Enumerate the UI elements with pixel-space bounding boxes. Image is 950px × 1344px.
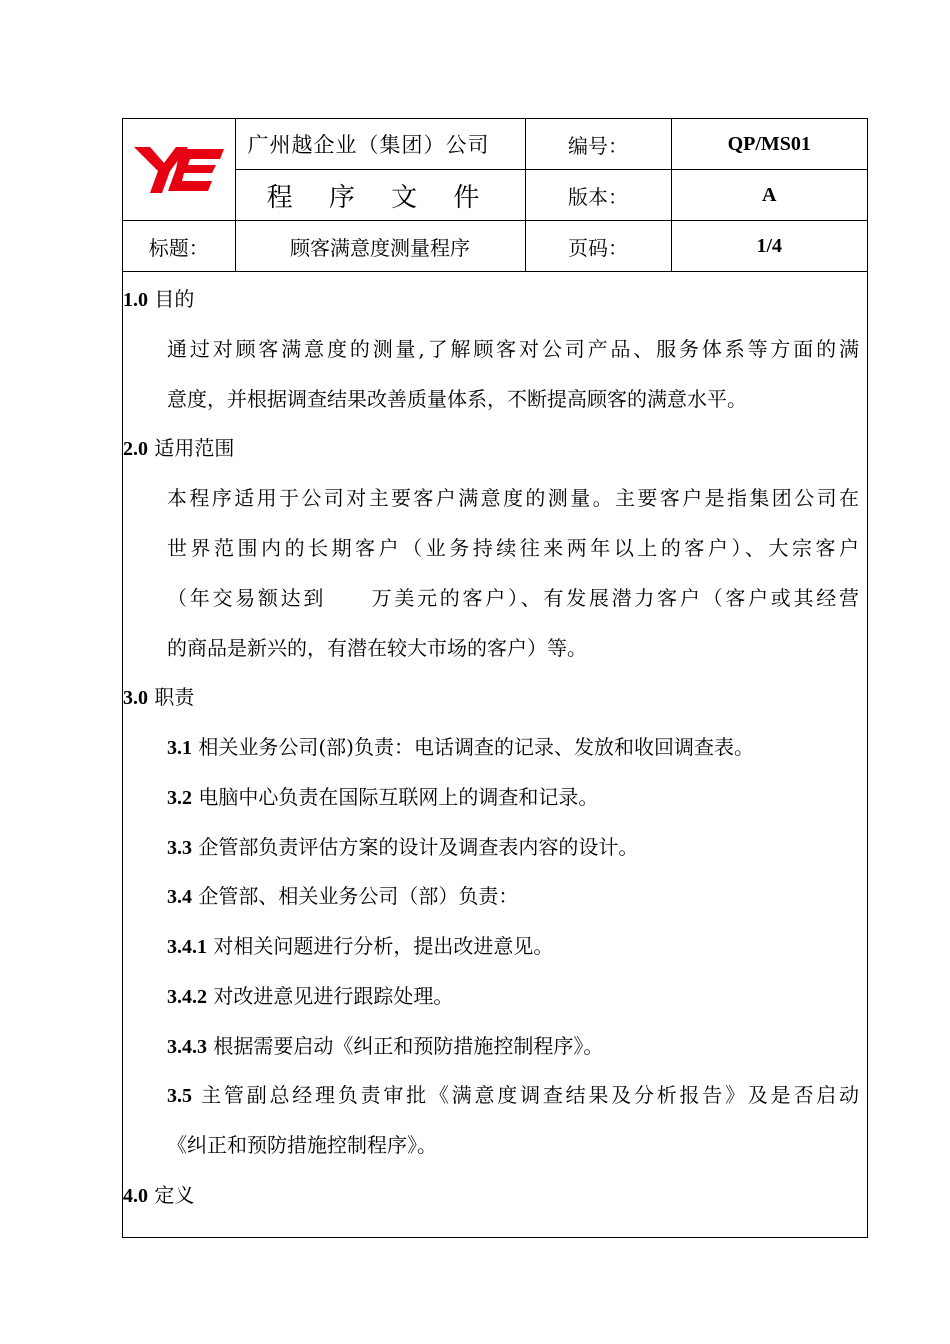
section-number: 2.0	[123, 438, 148, 460]
item-number: 3.1	[167, 737, 192, 759]
item-text: 电脑中心负责在国际互联网上的调查和记录。	[198, 785, 599, 809]
document-frame	[122, 118, 868, 1238]
item-text: 企管部、相关业务公司（部）负责：	[198, 884, 519, 908]
list-item	[167, 884, 518, 909]
list-item	[167, 934, 553, 959]
document-type: 程 序 文 件	[235, 170, 525, 221]
item-text: 企管部负责评估方案的设计及调查表内容的设计。	[198, 835, 639, 859]
list-item	[167, 1034, 603, 1059]
section-heading	[123, 1183, 194, 1208]
ye-logo-icon	[132, 141, 226, 199]
section-number: 1.0	[123, 289, 148, 311]
document-header-table	[123, 119, 867, 272]
paragraph-line: 通过对顾客满意度的测量,了解顾客对公司产品、服务体系等方面的满	[167, 337, 859, 361]
paragraph-line: 《纠正和预防措施控制程序》。	[167, 1133, 437, 1157]
page-value: 1/4	[671, 221, 867, 272]
section-heading	[123, 685, 194, 710]
item-number: 3.4	[167, 886, 192, 908]
item-text: 主管副总经理负责审批《满意度调查结果及分析报告》及是否启动	[201, 1083, 860, 1107]
title-label: 标题：	[123, 221, 235, 272]
item-number: 3.4.2	[167, 986, 207, 1008]
paragraph-line: 的商品是新兴的，有潜在较大市场的客户）等。	[167, 636, 587, 660]
list-item	[167, 835, 638, 860]
section-title: 职责	[154, 685, 195, 709]
item-number: 3.4.1	[167, 936, 207, 958]
item-number: 3.3	[167, 837, 192, 859]
list-item	[167, 735, 754, 760]
item-text: 相关业务公司(部)负责：电话调查的记录、发放和收回调查表。	[198, 735, 754, 759]
company-name: 广州越企业（集团）公司	[235, 119, 525, 170]
section-heading	[123, 287, 194, 312]
paragraph-line: 世界范围内的长期客户（业务持续往来两年以上的客户）、大宗客户	[167, 536, 859, 560]
section-title: 适用范围	[154, 436, 235, 460]
paragraph-line: 本程序适用于公司对主要客户满意度的测量。主要客户是指集团公司在	[167, 486, 859, 510]
section-number: 3.0	[123, 687, 148, 709]
item-number: 3.2	[167, 787, 192, 809]
section-title: 目的	[154, 287, 195, 311]
section-heading	[123, 436, 234, 461]
item-text: 对相关问题进行分析，提出改进意见。	[213, 934, 554, 958]
version-label: 版本：	[525, 170, 671, 221]
item-text: 对改进意见进行跟踪处理。	[213, 984, 454, 1008]
item-number: 3.5	[167, 1085, 192, 1107]
section-number: 4.0	[123, 1185, 148, 1207]
item-text: 根据需要启动《纠正和预防措施控制程序》。	[213, 1034, 604, 1058]
paragraph-line: （年交易额达到 万美元的客户）、有发展潜力客户（客户或其经营	[167, 586, 859, 610]
page-label: 页码：	[525, 221, 671, 272]
section-title: 定义	[154, 1183, 195, 1207]
version-value: A	[671, 170, 867, 221]
paragraph-line: 意度，并根据调查结果改善质量体系，不断提高顾客的满意水平。	[167, 387, 747, 411]
list-item	[167, 1083, 859, 1108]
list-item	[167, 984, 453, 1009]
number-value: QP/MS01	[671, 119, 867, 170]
list-item	[167, 785, 598, 810]
item-number: 3.4.3	[167, 1036, 207, 1058]
company-logo	[123, 119, 235, 221]
title-value: 顾客满意度测量程序	[235, 221, 525, 272]
number-label: 编号：	[525, 119, 671, 170]
